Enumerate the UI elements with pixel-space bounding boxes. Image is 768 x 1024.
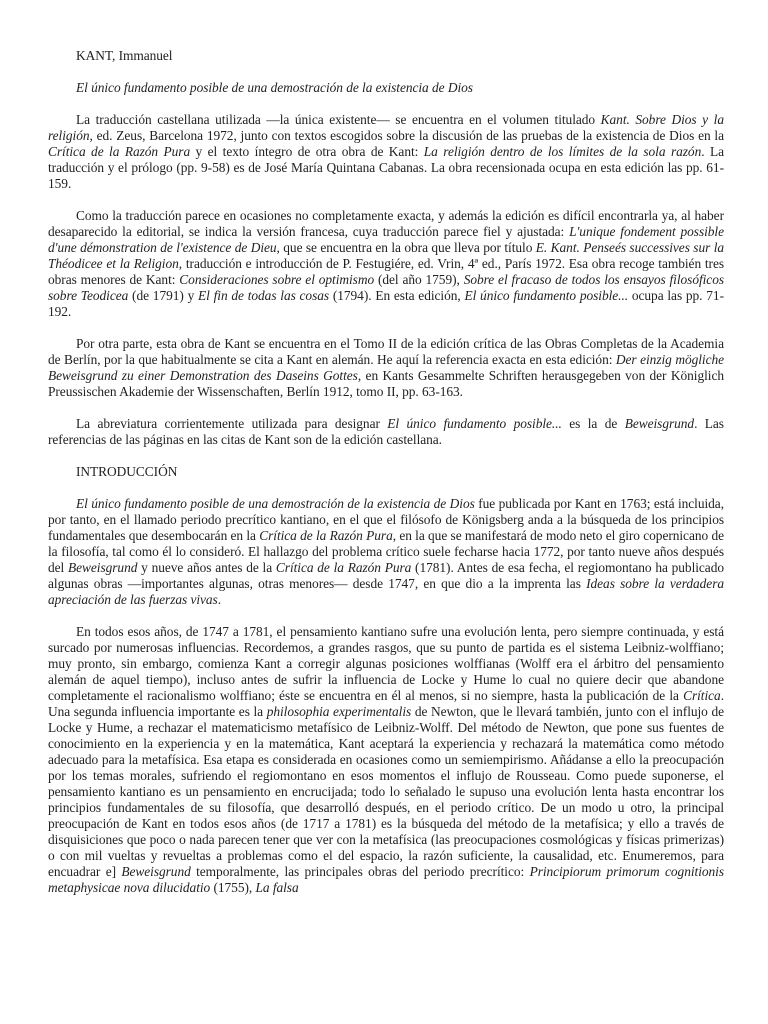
text-run: . La traducción y el prólogo (pp. 9-58) es de José María Quintana Cabanas. La obra recensionada ocupa en esta edición las pp. 61-159.: [48, 144, 724, 191]
text-run: y el texto íntegro de otra obra de Kant:: [190, 144, 424, 159]
italic-run: La religión dentro de los límites de la sola razón: [423, 144, 702, 159]
text-run: . Las referencias de las páginas en las citas de Kant son de la edición castellana.: [48, 416, 724, 447]
italic-run: Crítica de la Razón Pura: [275, 560, 412, 575]
text-run: , traducción e introducción de P. Festugiére, ed. Vrin, 4ª ed., París 1972. Esa obra recoge también tres obras menores de Kant:: [48, 256, 724, 287]
text-run: En todos esos años, de 1747 a 1781, el pensamiento kantiano sufre una evolución lenta, pero siempre continuada, y está surcado por numerosas influencias. Recordemos, a grandes rasgos, que su punto de partida es el sistema Leibniz-wolffiano; muy pronto, sin embargo, comienza Kant a corregir algunas posiciones wolffianas (Wolff era el árbitro del pensamiento alemán de aquel tiempo), incluso antes de sufrir la influencia de Locke y Hume lo cual no quiere decir que abandone completamente el racionalismo wolffiano; éste se encuentra en él al menos, si no siempre, hasta la publicación de la: [48, 624, 724, 703]
italic-run: Crítica: [683, 688, 721, 703]
italic-run: Crítica de la Razón Pura: [48, 144, 191, 159]
text-run: Como la traducción parece en ocasiones no completamente exacta, y además la edición es difícil encontrarla ya, al haber desaparecido la editorial, se indica la versión francesa, cuya traducción parece fiel y ajustada:: [48, 208, 724, 239]
text-run: temporalmente, las principales obras del periodo precrítico:: [190, 864, 530, 879]
italic-run: Principiorum primorum cognitionis metaphysicae nova dilucidatio: [48, 864, 724, 895]
text-run: . Una segunda influencia importante es la: [48, 688, 724, 719]
text-run: .: [217, 592, 222, 607]
paragraph-evolution: [48, 624, 724, 896]
italic-run: Ideas sobre la verdadera apreciación de las fuerzas vivas: [48, 576, 724, 607]
text-run: INTRODUCCIÓN: [76, 464, 178, 479]
text-run: , en Kants Gesammelte Schriften herausgegeben von der Königlich Preussischen Akademie der Wissenschaften, Berlín 1912, tomo II, pp. 63-163.: [48, 368, 724, 399]
italic-run: Kant. Sobre Dios y la religión: [48, 112, 724, 143]
italic-run: El único fundamento posible...: [464, 288, 629, 303]
text-run: (del año 1759),: [374, 272, 464, 287]
text-run: La traducción castellana utilizada —la única existente— se encuentra en el volumen titulado: [76, 112, 601, 127]
paragraph-edition: [48, 112, 724, 192]
italic-run: El único fundamento posible...: [387, 416, 562, 431]
italic-run: L'unique fondement possible d'une démonstration de l'existence de Dieu: [48, 224, 724, 255]
text-run: , ed. Zeus, Barcelona 1972, junto con textos escogidos sobre la discusión de las pruebas de la existencia de Dios en la: [89, 128, 724, 143]
italic-run: Beweisgrund: [624, 416, 695, 431]
text-run: fue publicada por Kant en 1763; está incluida, por tanto, en el llamado periodo precrítico kantiano, en el que el filósofo de Königsberg anda a la búsqueda de los principios fundamentales que desembocarán en la: [48, 496, 724, 543]
text-run: es la de: [561, 416, 625, 431]
italic-run: Beweisgrund: [68, 560, 138, 575]
text-run: , que se encuentra en la obra que lleva por título: [276, 240, 536, 255]
paragraph-translation: [48, 208, 724, 320]
paragraph-abbreviation: [48, 416, 724, 448]
text-run: (1794). En esta edición,: [329, 288, 465, 303]
text-run: , en la que se manifestará de modo neto el giro copernicano de la filosofía, tal como él lo consideró. El hallazgo del problema crítico suele fecharse hacia 1772, por tanto nueve años después del: [48, 528, 724, 575]
italic-run: El único fundamento posible de una demostración de la existencia de Dios: [76, 496, 475, 511]
text-run: La abreviatura corrientemente utilizada para designar: [76, 416, 388, 431]
text-run: y nueve años antes de la: [137, 560, 276, 575]
work-title: El único fundamento posible de una demostración de la existencia de Dios: [76, 80, 473, 95]
text-run: Por otra parte, esta obra de Kant se encuentra en el Tomo II de la edición crítica de las Obras Completas de la Academia de Berlín, por la que habitualmente se cita a Kant en alemán. He aquí la referencia exacta en esta edición:: [48, 336, 724, 367]
document-body: [48, 48, 724, 896]
italic-run: Sobre el fracaso de todos los ensayos filosóficos sobre Teodicea: [48, 272, 725, 303]
italic-run: Consideraciones sobre el optimismo: [179, 272, 375, 287]
paragraph-academy: [48, 336, 724, 400]
italic-run: Crítica de la Razón Pura: [259, 528, 393, 543]
paragraph-intro: [48, 496, 724, 608]
author-line: KANT, Immanuel: [76, 48, 173, 63]
text-run: (1755),: [210, 880, 256, 895]
section-heading-introduccion: [48, 464, 724, 480]
text-run: ocupa las pp. 71-192.: [48, 288, 724, 319]
text-run: de Newton, que le llevará también, junto con el influjo de Locke y Hume, a rechazar el matematicismo metafísico de Leibniz-Wolff. Del método de Newton, que pone sus fuentes de conocimiento en la experiencia y en la matemática, Kant aceptará la experiencia y rechazará la matemática como método adecuado para la metafísica. Esa etapa es considerada en ocasiones como un semiempirismo. Añádanse a ello la preocupación por los temas morales, sufriendo el regiomontano en esos momentos el influjo de Rousseau. Como puede suponerse, el pensamiento kantiano es un pensamiento en encrucijada; todo lo señalado le supuso una evolución lenta hasta encontrar los principios fundamentales de su filosofía, que desarrolló después, en el periodo crítico. De un modo u otro, la principal preocupación de Kant en todos esos años (de 1717 a 1781) es la búsqueda del método de la metafísica; y ello a través de disquisiciones que poco o nada parecen tener que ver con la metafísica (las preocupaciones cosmológicas y físicas primerizas) o con mil vueltas y revueltas a problemas como el del espacio, la razón suficiente, la causalidad, etc. Enumeremos, para encuadrar e]: [48, 704, 725, 879]
italic-run: El fin de todas las cosas: [198, 288, 330, 303]
italic-run: E. Kant. Penseés successives sur la Théodicee et la Religion: [48, 240, 725, 271]
italic-run: Der einzig mögliche Beweisgrund zu einer Demonstration des Daseins Gottes: [48, 352, 725, 383]
text-run: (1781). Antes de esa fecha, el regiomontano ha publicado algunas obras —importantes algunas, otras menores— desde 1747, en que dio a la imprenta las: [48, 560, 724, 591]
italic-run: Beweisgrund: [121, 864, 191, 879]
italic-run: La falsa: [255, 880, 299, 895]
italic-run: philosophia experimentalis: [266, 704, 412, 719]
text-run: (de 1791) y: [128, 288, 199, 303]
paragraph-list: [48, 112, 724, 896]
